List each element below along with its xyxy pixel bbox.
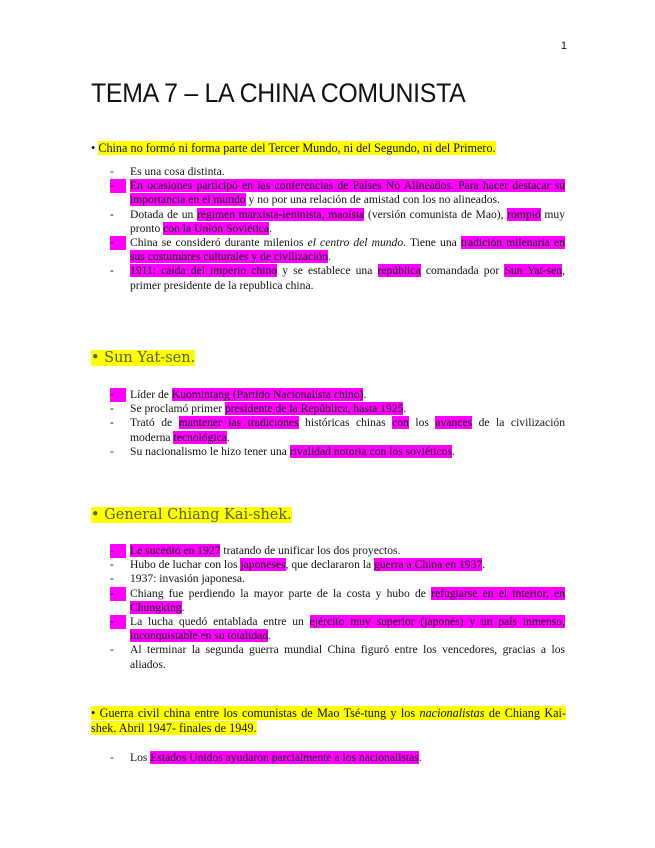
intro-paragraph (91, 141, 566, 156)
list-item: - 1937: invasión japonesa. (110, 572, 565, 586)
sun-yat-sen-list (110, 388, 565, 459)
list-item: - La lucha quedó entablada entre un ejército muy superior (japonés) y un país inmenso, inconquistable en su totalidad. (110, 615, 565, 643)
intro-bullet: • (91, 141, 96, 155)
chiang-kai-shek-list (110, 544, 565, 672)
list-item: - 1911: caída del imperio chino y se establece una república comandada por Sun Yat-sen, primer presidente de la republica china. (110, 264, 565, 292)
list-item: - Líder de Kuomintang (Partido Nacionalista chino). (110, 388, 565, 402)
list-item: - Se proclamó primer presidente de la República, hasta 1925. (110, 402, 565, 416)
list-item: - Chiang fue perdiendo la mayor parte de la costa y hubo de refugiarse en el interior, en Chungking. (110, 587, 565, 615)
list-item: - En ocasiones participó en las conferencias de Países No Alineados. Para hacer destacar su importancia en el mundo y no por una relación de amistad con los no alineados. (110, 179, 565, 207)
list-item: - Es una cosa distinta. (110, 165, 565, 179)
page-title: TEMA 7 – LA CHINA COMUNISTA (91, 78, 466, 108)
list-item: - Los Estados Unidos ayudaron parcialmente a los nacionalistas. (110, 751, 565, 765)
civil-war-paragraph: • Guerra civil china entre los comunistas de Mao Tsé-tung y los nacionalistas de Chiang Kai-shek. Abril 1947- finales de 1949. (91, 706, 566, 735)
civil-war-bullet: • (91, 706, 96, 720)
list-item: - Le sucedió en 1927 tratando de unificar los dos proyectos. (110, 544, 565, 558)
list-item: - Su nacionalismo le hizo tener una rivalidad notoria con los soviéticos. (110, 445, 565, 459)
list-item: - Hubo de luchar con los japoneses, que declararon la guerra a China en 1937. (110, 558, 565, 572)
section-heading-chiang-kai-shek: • General Chiang Kai-shek. (91, 507, 292, 523)
list-item: - Dotada de un régimen marxista-leninista, maoísta (versión comunista de Mao), rompió muy pronto con la Unión Soviética. (110, 208, 565, 236)
intro-list (110, 165, 565, 293)
page-number: 1 (560, 40, 567, 52)
section-heading-sun-yat-sen: • Sun Yat-sen. (91, 350, 196, 366)
list-item: - Trató de mantener las tradiciones históricas chinas con los avances de la civilización moderna tecnológica. (110, 416, 565, 444)
intro-text: China no formó ni forma parte del Tercer Mundo, ni del Segundo, ni del Primero. (98, 141, 496, 155)
civil-war-list (110, 751, 565, 765)
list-item: - Al terminar la segunda guerra mundial China figuró entre los vencedores, gracias a los aliados. (110, 643, 565, 671)
list-item: - China se consideró durante milenios el centro del mundo. Tiene una tradición milenaria en sus costumbres culturales y de civilización. (110, 236, 565, 264)
